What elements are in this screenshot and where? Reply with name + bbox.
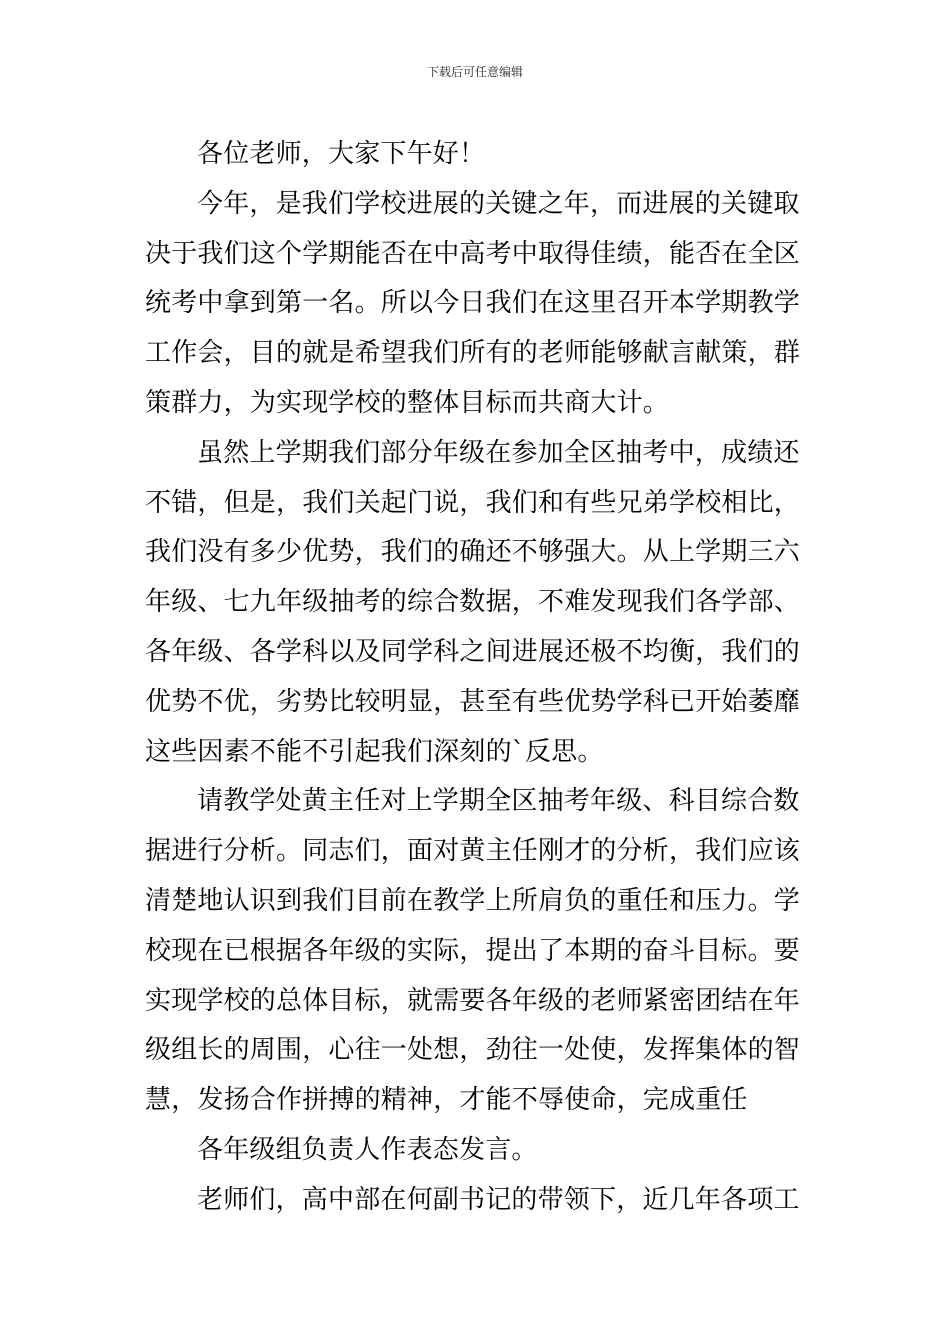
text-line: 请教学处黄主任对上学期全区抽考年级、科目综合数	[197, 786, 800, 817]
page-header: 下载后可任意编辑	[426, 65, 523, 79]
text-line: 优势不优，劣势比较明显，甚至有些优势学科已开始萎靡	[145, 686, 801, 717]
text-line: 各位老师，大家下午好！	[197, 139, 486, 169]
text-line: 慧，发扬合作拼搏的精神，才能不辱使命，完成重任	[145, 1085, 748, 1116]
text-line: 校现在已根据各年级的实际，提出了本期的奋斗目标。要	[145, 935, 801, 966]
text-line: 今年，是我们学校进展的关键之年，而进展的关键取	[197, 188, 800, 219]
text-line: 老师们，高中部在何副书记的带领下，近几年各项工	[197, 1184, 800, 1215]
text-line: 实现学校的总体目标，就需要各年级的老师紧密团结在年	[145, 985, 801, 1016]
text-line: 我们没有多少优势，我们的确还不够强大。从上学期三六	[145, 537, 801, 568]
text-line: 清楚地认识到我们目前在教学上所肩负的重任和压力。学	[145, 885, 801, 916]
text-line: 据进行分析。同志们，面对黄主任刚才的分析，我们应该	[145, 836, 801, 867]
text-line: 统考中拿到第一名。所以今日我们在这里召开本学期教学	[145, 288, 801, 319]
text-line: 年级、七九年级抽考的综合数据，不难发现我们各学部、	[145, 587, 801, 618]
text-line: 决于我们这个学期能否在中高考中取得佳绩，能否在全区	[145, 238, 801, 269]
text-line: 各年级、各学科以及同学科之间进展还极不均衡，我们的	[145, 636, 801, 667]
text-line: 这些因素不能不引起我们深刻的`反思。	[145, 736, 604, 767]
text-line: 级组长的周围，心往一处想，劲往一处使，发挥集体的智	[145, 1035, 801, 1066]
text-line: 工作会，目的就是希望我们所有的老师能够献言献策，群	[145, 338, 801, 369]
text-line: 各年级组负责人作表态发言。	[197, 1134, 538, 1165]
document-body	[145, 130, 810, 1226]
text-line: 策群力，为实现学校的整体目标而共商大计。	[145, 387, 670, 418]
text-line: 不错，但是，我们关起门说，我们和有些兄弟学校相比，	[145, 487, 801, 518]
text-line: 虽然上学期我们部分年级在参加全区抽考中，成绩还	[197, 437, 800, 468]
